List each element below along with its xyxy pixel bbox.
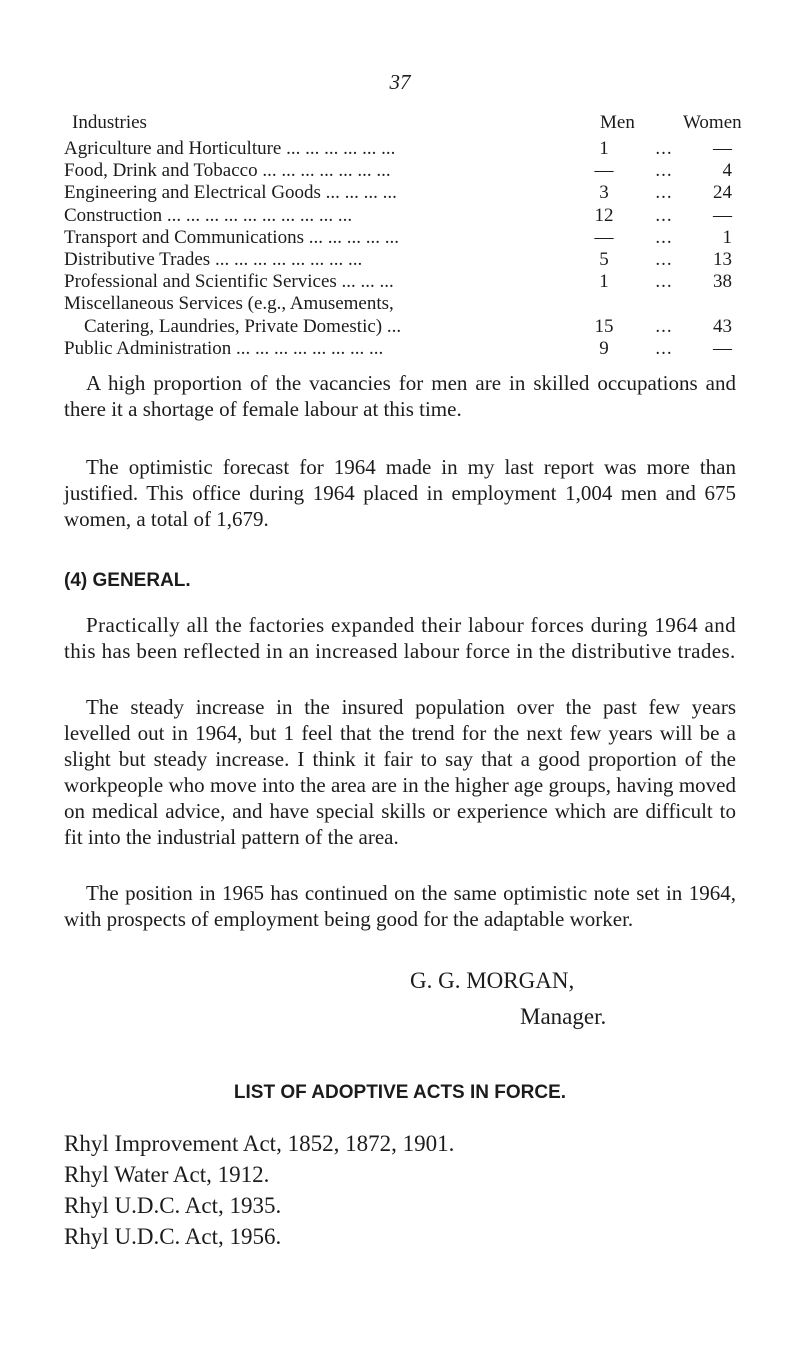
table-row bbox=[64, 160, 744, 182]
row-separator: ... bbox=[655, 271, 673, 293]
row-separator: ... bbox=[655, 204, 673, 226]
list-item: Rhyl Improvement Act, 1852, 1872, 1901. bbox=[64, 1131, 455, 1156]
row-industry: Food, Drink and Tobacco ... ... ... ... ... ... ... bbox=[64, 160, 391, 182]
row-men: 1 bbox=[599, 271, 609, 293]
row-women: — bbox=[713, 204, 732, 226]
row-separator: ... bbox=[655, 337, 673, 359]
row-women: 43 bbox=[713, 315, 732, 337]
table-row bbox=[64, 249, 744, 271]
paragraph-position-1965: The position in 1965 has continued on the same optimistic note set in 1964, with prospects of employment being good for the adaptable worker. bbox=[64, 881, 736, 931]
row-men: 3 bbox=[599, 182, 609, 204]
table-header bbox=[64, 112, 744, 138]
row-separator: ... bbox=[655, 160, 673, 182]
adoptive-acts-title: LIST OF ADOPTIVE ACTS IN FORCE. bbox=[233, 1082, 567, 1103]
row-industry: Professional and Scientific Services ... ... ... bbox=[64, 271, 394, 293]
table-row bbox=[64, 293, 744, 337]
row-industry: Transport and Communications ... ... ... ... ... bbox=[64, 226, 399, 248]
paragraph-vacancies: A high proportion of the vacancies for men are in skilled occupations and there it a shortage of female labour at this time. bbox=[64, 371, 736, 421]
list-item: Rhyl Water Act, 1912. bbox=[64, 1162, 270, 1187]
row-industry: Distributive Trades ... ... ... ... ... ... ... ... bbox=[64, 248, 363, 270]
row-industry: Engineering and Electrical Goods ... ... ... ... bbox=[64, 182, 397, 204]
row-industry: Construction ... ... ... ... ... ... ... ... ... ... bbox=[64, 204, 353, 226]
row-industry: Public Administration ... ... ... ... ... ... ... ... bbox=[64, 337, 384, 359]
row-industry: Miscellaneous Services (e.g., Amusements, bbox=[64, 293, 394, 315]
table-row bbox=[64, 227, 744, 249]
table-row bbox=[64, 205, 744, 227]
row-separator: ... bbox=[655, 248, 673, 270]
row-women: 13 bbox=[713, 248, 732, 270]
row-men: 5 bbox=[599, 248, 609, 270]
table-row bbox=[64, 338, 744, 360]
page-number: 37 bbox=[389, 70, 411, 94]
header-men: Men bbox=[600, 112, 635, 133]
adoptive-acts-list bbox=[64, 1128, 454, 1252]
signature-name: G. G. MORGAN, bbox=[410, 968, 575, 993]
header-women: Women bbox=[683, 112, 742, 133]
row-men: 15 bbox=[594, 315, 614, 337]
table-row bbox=[64, 182, 744, 204]
row-women: — bbox=[713, 137, 732, 159]
row-men: 9 bbox=[599, 337, 609, 359]
row-men: — bbox=[594, 226, 614, 248]
row-women: 24 bbox=[713, 182, 732, 204]
row-industry-continued: Catering, Laundries, Private Domestic) ... bbox=[84, 315, 402, 337]
section-heading: (4) GENERAL. bbox=[64, 570, 191, 591]
row-men: 1 bbox=[599, 137, 609, 159]
row-separator: ... bbox=[655, 226, 673, 248]
row-women: 4 bbox=[722, 160, 732, 182]
table-row bbox=[64, 271, 744, 293]
row-women: 1 bbox=[722, 226, 732, 248]
row-men: — bbox=[594, 160, 614, 182]
row-industry-block bbox=[64, 293, 544, 337]
table-row bbox=[64, 138, 744, 160]
paragraph-insured-population: The steady increase in the insured population over the past few years levelled out in 1964, but 1 feel that the trend for the next few years will be a slight but steady increase. I think it fair to say that a good proportion of the workpeople who move into the area are in the higher age groups, having moved on medical advice, and have special skills or experience which are difficult to fit into the industrial pattern of the area. bbox=[64, 695, 736, 849]
signature-title: Manager. bbox=[520, 1004, 607, 1029]
row-industry: Agriculture and Horticulture ... ... ... ... ... ... bbox=[64, 138, 396, 159]
row-separator: ... bbox=[655, 315, 673, 337]
row-separator: ... bbox=[655, 137, 673, 159]
row-separator: ... bbox=[655, 182, 673, 204]
row-women: 38 bbox=[713, 271, 732, 293]
row-women: — bbox=[713, 337, 732, 359]
list-item: Rhyl U.D.C. Act, 1935. bbox=[64, 1193, 282, 1218]
header-industries: Industries bbox=[72, 112, 147, 133]
row-men: 12 bbox=[594, 204, 614, 226]
vacancies-table bbox=[64, 112, 744, 360]
list-item: Rhyl U.D.C. Act, 1956. bbox=[64, 1224, 282, 1249]
paragraph-factories: Practically all the factories expanded their labour forces during 1964 and this has been reflected in an increased labour force in the distributive trades. bbox=[64, 613, 736, 663]
paragraph-forecast: The optimistic forecast for 1964 made in my last report was more than justified. This office during 1964 placed in employment 1,004 men and 675 women, a total of 1,679. bbox=[64, 455, 736, 531]
